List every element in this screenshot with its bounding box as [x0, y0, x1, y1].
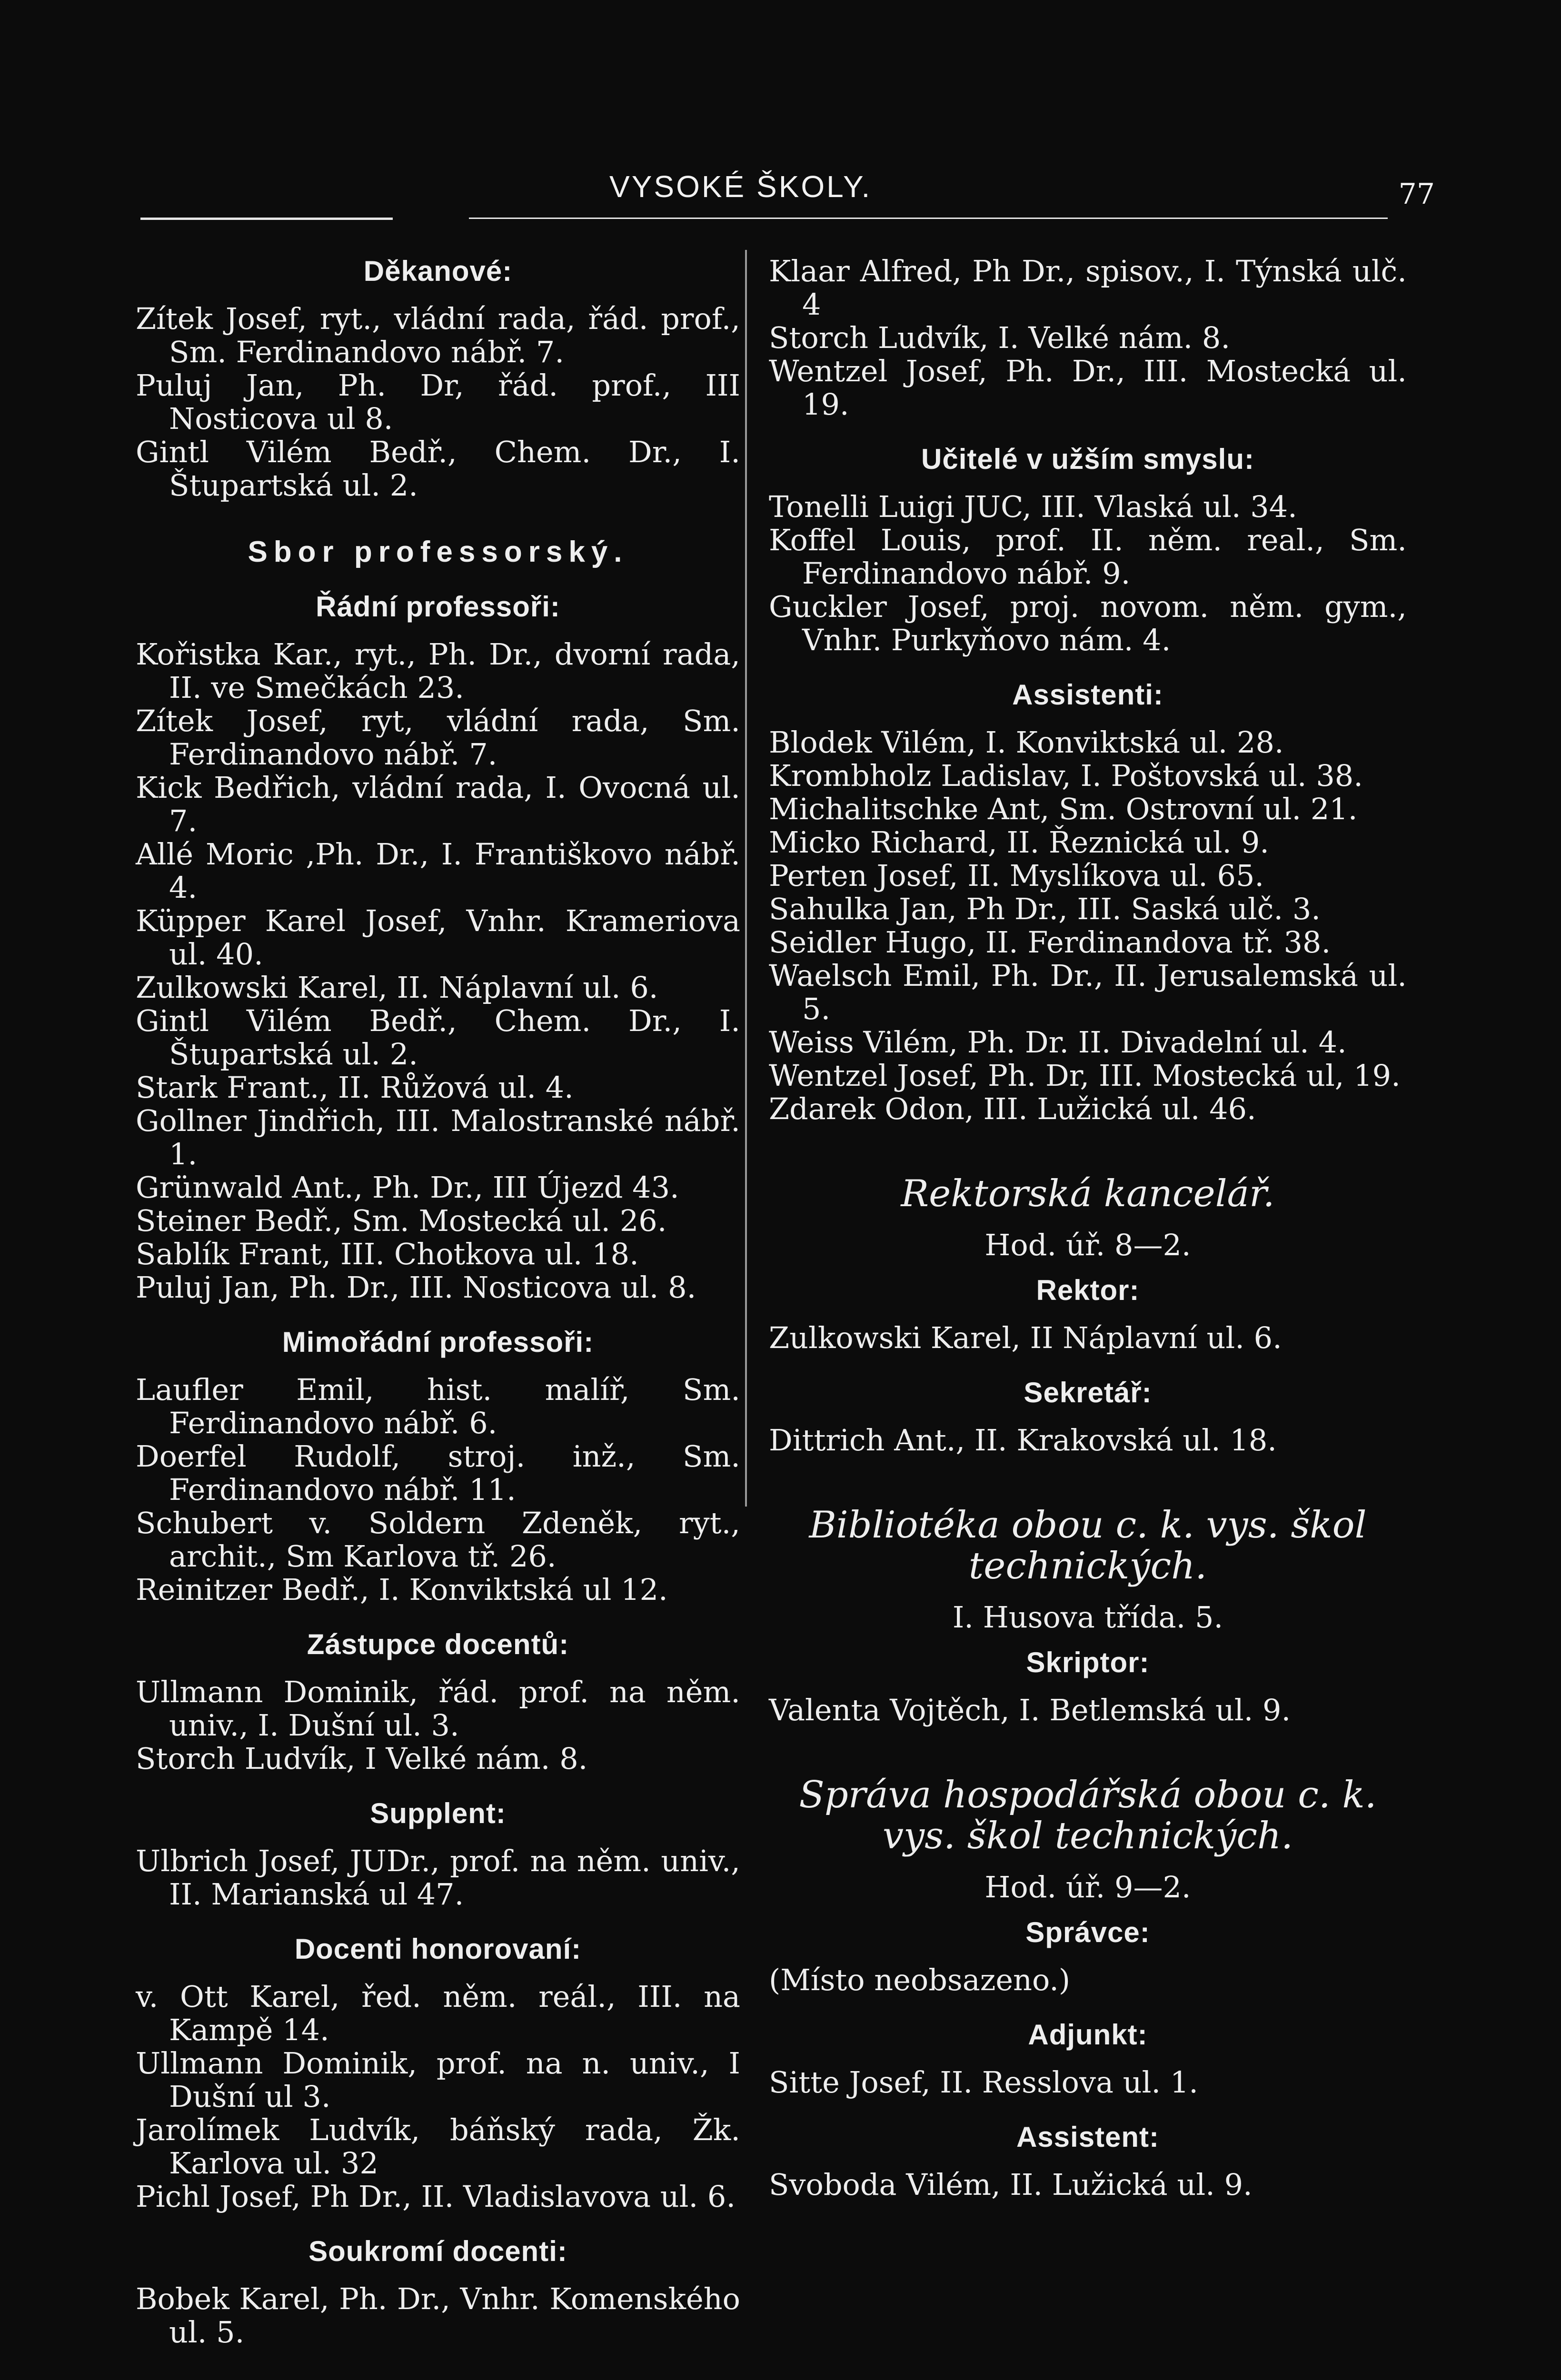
sprava-groups	[769, 1916, 1407, 2202]
section-heading: Mimořádní professoři:	[282, 1326, 594, 1358]
bibliotheka-groups	[769, 1646, 1407, 1727]
directory-entry: Steiner Bedř., Sm. Mostecká ul. 26.	[136, 1203, 667, 1238]
directory-entry: Jarolímek Ludvík, báňský rada, Žk. Karlova ul. 32	[136, 2112, 740, 2181]
sprava-hours: Hod. úř. 9—2.	[984, 1870, 1191, 1904]
sprava-section	[769, 1775, 1407, 2202]
directory-entry: (Místo neobsazeno.)	[769, 1963, 1071, 1997]
directory-entry: Storch Ludvík, I Velké nám. 8.	[136, 1741, 588, 1776]
directory-entry: Seidler Hugo, II. Ferdinandova tř. 38.	[769, 925, 1331, 960]
directory-entry: Krombholz Ladislav, I. Poštovská ul. 38.	[769, 758, 1363, 793]
directory-entry: Ulbrich Josef, JUDr., prof. na něm. univ., II. Marianská ul 47.	[136, 1844, 740, 1912]
directory-entry: Tonelli Luigi JUC, III. Vlaská ul. 34.	[769, 489, 1297, 524]
directory-entry: Sablík Frant, III. Chotkova ul. 18.	[136, 1237, 639, 1271]
directory-entry: Ullmann Dominik, řád. prof. na něm. univ., I. Dušní ul. 3.	[136, 1675, 740, 1743]
section-heading: Rektor:	[1036, 1274, 1140, 1306]
directory-entry: Pichl Josef, Ph Dr., II. Vladislavova ul. 6.	[136, 2179, 736, 2214]
bibliotheka-address: I. Husova třída. 5.	[952, 1600, 1223, 1635]
page-header	[26, 169, 1535, 217]
directory-entry: Storch Ludvík, I. Velké nám. 8.	[769, 320, 1231, 355]
directory-entry: Gollner Jindřich, III. Malostranské nábř. 1.	[136, 1103, 740, 1171]
section-heading: Assistenti:	[1012, 679, 1163, 711]
section-heading: Adjunkt:	[1028, 2019, 1148, 2051]
section-heading: Děkanové:	[363, 255, 513, 287]
directory-entry: Kořistka Kar., ryt., Ph. Dr., dvorní rada, II. ve Smečkách 23.	[136, 637, 740, 705]
directory-entry: Wentzel Josef, Ph. Dr, III. Mostecká ul, 19.	[769, 1058, 1401, 1093]
section-heading: Skriptor:	[1026, 1646, 1150, 1678]
directory-entry: Guckler Josef, proj. novom. něm. gym., Vnhr. Purkyňovo nám. 4.	[769, 589, 1407, 657]
directory-entry: Allé Moric ,Ph. Dr., I. Františkovo nábř. 4.	[136, 837, 740, 905]
section-heading: Učitelé v užším smyslu:	[921, 443, 1254, 475]
directory-entry: Sitte Josef, II. Resslova ul. 1.	[769, 2065, 1198, 2100]
directory-entry: Koffel Louis, prof. II. něm. real., Sm. Ferdinandovo nábř. 9.	[769, 523, 1407, 591]
header-rule-left	[140, 218, 393, 220]
bibliotheka-title: Bibliotéka obou c. k. vys. škol technických.	[809, 1504, 1367, 1587]
directory-entry: Puluj Jan, Ph. Dr, řád. prof., III Nosticova ul 8.	[136, 368, 740, 436]
rektorska-hours: Hod. úř. 8—2.	[984, 1228, 1191, 1262]
directory-entry: Zdarek Odon, III. Lužická ul. 46.	[769, 1091, 1256, 1126]
directory-entry: Micko Richard, II. Řeznická ul. 9.	[769, 825, 1270, 860]
directory-entry: Svoboda Vilém, II. Lužická ul. 9.	[769, 2167, 1253, 2202]
section-heading: Řádní professoři:	[316, 591, 560, 623]
page-number: 77	[1398, 178, 1435, 211]
directory-entry: Kick Bedřich, vládní rada, I. Ovocná ul. 7.	[136, 770, 740, 838]
bibliotheka-section	[769, 1505, 1407, 1727]
page-title: VYSOKÉ ŠKOLY.	[609, 169, 872, 204]
section-heading: Správce:	[1025, 1916, 1150, 1948]
directory-entry: Küpper Karel Josef, Vnhr. Krameriova ul. 40.	[136, 903, 740, 972]
rektorska-groups	[769, 1274, 1407, 1457]
directory-entry: Wentzel Josef, Ph. Dr., III. Mostecká ul. 19.	[769, 354, 1407, 422]
directory-entry: Doerfel Rudolf, stroj. inž., Sm. Ferdinandovo nábř. 11.	[136, 1439, 740, 1507]
directory-entry: Zulkowski Karel, II Náplavní ul. 6.	[769, 1320, 1282, 1355]
column-divider	[745, 250, 747, 1507]
left-column	[136, 255, 740, 2349]
rektorska-title: Rektorská kancelář.	[901, 1172, 1275, 1215]
directory-entry: Ullmann Dominik, prof. na n. univ., I Dušní ul 3.	[136, 2046, 740, 2114]
directory-entry: Bobek Karel, Ph. Dr., Vnhr. Komenského ul. 5.	[136, 2281, 740, 2350]
right-column	[769, 255, 1407, 2202]
rektorska-section	[769, 1173, 1407, 1457]
page	[26, 26, 1535, 2380]
directory-entry: Grünwald Ant., Ph. Dr., III Újezd 43.	[136, 1170, 679, 1205]
directory-entry: v. Ott Karel, řed. něm. reál., III. na Kampě 14.	[136, 1979, 740, 2047]
directory-entry: Michalitschke Ant, Sm. Ostrovní ul. 21.	[769, 792, 1358, 826]
directory-entry: Blodek Vilém, I. Konviktská ul. 28.	[769, 725, 1284, 760]
directory-entry: Dittrich Ant., II. Krakovská ul. 18.	[769, 1423, 1277, 1458]
directory-entry: Waelsch Emil, Ph. Dr., II. Jerusalemská ul. 5.	[769, 958, 1407, 1026]
section-heading: Sekretář:	[1024, 1377, 1152, 1408]
directory-entry: Weiss Vilém, Ph. Dr. II. Divadelní ul. 4.	[769, 1025, 1347, 1060]
directory-entry: Valenta Vojtěch, I. Betlemská ul. 9.	[769, 1693, 1291, 1727]
directory-entry: Zulkowski Karel, II. Náplavní ul. 6.	[136, 970, 658, 1005]
directory-entry: Puluj Jan, Ph. Dr., III. Nosticova ul. 8.	[136, 1270, 696, 1305]
directory-entry: Perten Josef, II. Myslíkova ul. 65.	[769, 858, 1264, 893]
directory-entry: Schubert v. Soldern Zdeněk, ryt., archit., Sm Karlova tř. 26.	[136, 1506, 740, 1574]
section-heading: Supplent:	[370, 1797, 506, 1829]
sprava-title: Správa hospodářská obou c. k. vys. škol technických.	[799, 1774, 1377, 1857]
section-heading: Zástupce docentů:	[307, 1628, 569, 1660]
directory-entry: Gintl Vilém Bedř., Chem. Dr., I. Štupartská ul. 2.	[136, 1003, 740, 1071]
right-top-section	[769, 255, 1407, 1126]
directory-entry: Gintl Vilém Bedř., Chem. Dr., I. Štupartská ul. 2.	[136, 435, 740, 503]
section-heading: Docenti honorovaní:	[294, 1933, 582, 1965]
directory-entry: Reinitzer Bedř., I. Konviktská ul 12.	[136, 1572, 668, 1607]
directory-entry: Stark Frant., II. Růžová ul. 4.	[136, 1070, 574, 1105]
section-heading: Sbor professorský.	[248, 536, 628, 568]
directory-entry: Zítek Josef, ryt., vládní rada, řád. prof., Sm. Ferdinandovo nábř. 7.	[136, 301, 740, 369]
directory-entry: Laufler Emil, hist. malíř, Sm. Ferdinandovo nábř. 6.	[136, 1372, 740, 1440]
section-heading: Soukromí docenti:	[308, 2235, 567, 2267]
section-heading: Assistent:	[1016, 2121, 1160, 2153]
directory-entry: Sahulka Jan, Ph Dr., III. Saská ulč. 3.	[769, 892, 1321, 926]
directory-entry: Zítek Josef, ryt, vládní rada, Sm. Ferdinandovo nábř. 7.	[136, 704, 740, 772]
directory-entry: Klaar Alfred, Ph Dr., spisov., I. Týnská ulč. 4	[769, 254, 1407, 322]
header-rule-right	[469, 218, 1388, 219]
